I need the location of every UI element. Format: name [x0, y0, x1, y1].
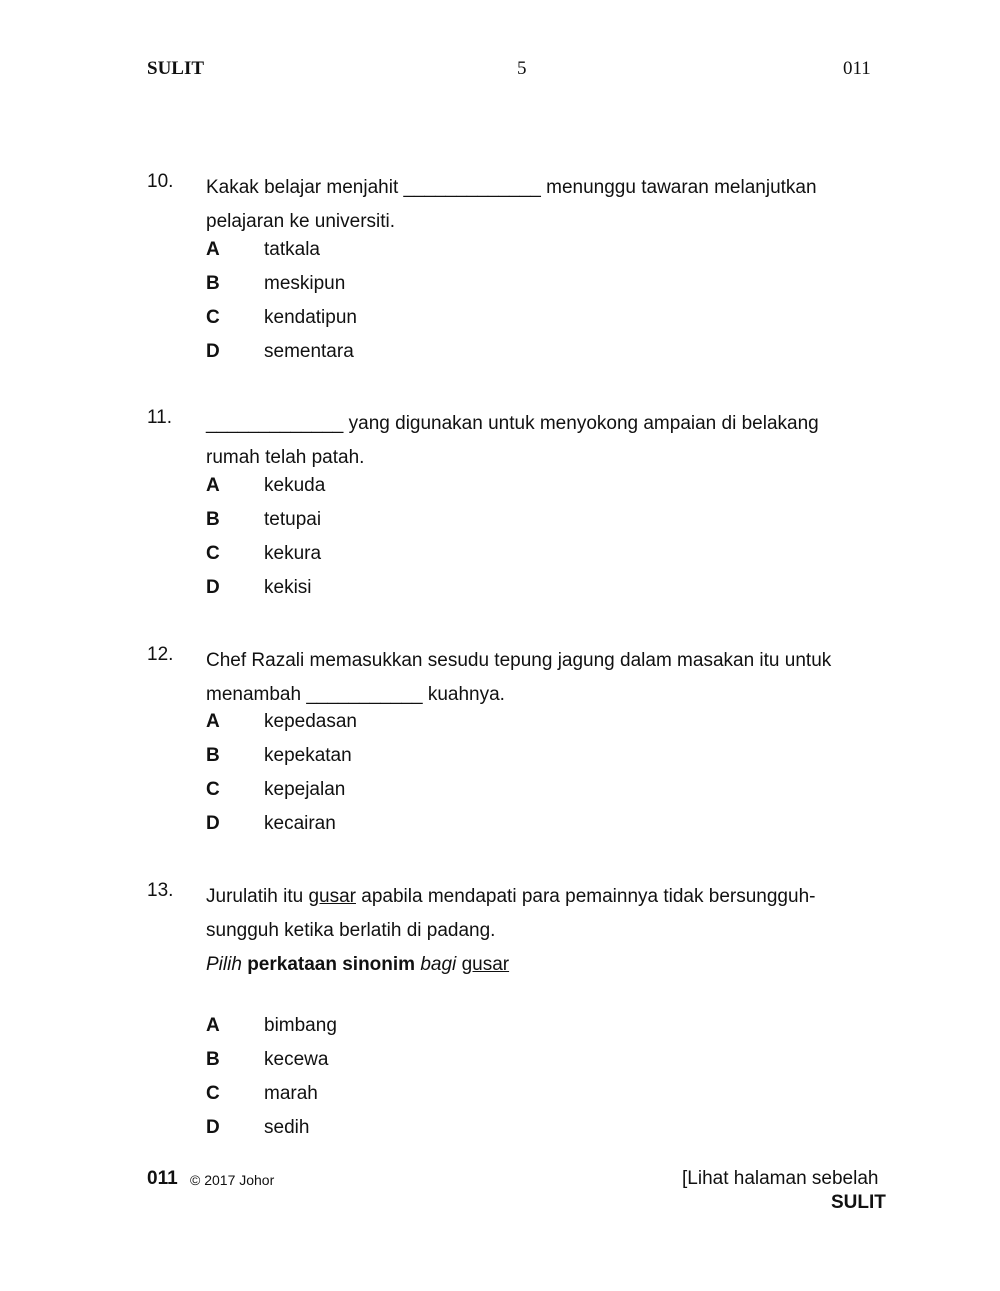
question-stem	[206, 171, 866, 239]
option-letter: C	[206, 1083, 220, 1104]
question-stem-line: _____________ yang digunakan untuk menyokong ampaian di belakang	[206, 413, 819, 434]
instruction-bold: perkataan sinonim	[247, 954, 416, 975]
option-text: bimbang	[264, 1015, 337, 1036]
option-letter: C	[206, 779, 220, 800]
option-text: kepedasan	[264, 711, 357, 732]
question-stem-line	[206, 880, 866, 914]
footer-classification: SULIT	[831, 1192, 886, 1213]
question-number: 13.	[147, 880, 174, 901]
option-letter: B	[206, 273, 220, 294]
option-b[interactable]	[0, 1049, 1000, 1083]
question-stem	[206, 880, 866, 982]
option-text: meskipun	[264, 273, 346, 294]
option-text: kendatipun	[264, 307, 357, 328]
option-text: kecairan	[264, 813, 336, 834]
option-a[interactable]	[0, 475, 1000, 509]
header-paper-code: 011	[843, 58, 871, 79]
option-text: sedih	[264, 1117, 310, 1138]
stem-text: apabila mendapati para pemainnya tidak bersungguh-	[355, 886, 816, 907]
question-stem-line: Kakak belajar menjahit _____________ menunggu tawaran melanjutkan	[206, 177, 817, 198]
option-d[interactable]	[0, 341, 1000, 375]
option-d[interactable]	[0, 1117, 1000, 1151]
option-text: kecewa	[264, 1049, 329, 1070]
page-header	[0, 58, 1000, 82]
question-number: 10.	[147, 171, 174, 192]
question-stem	[206, 407, 866, 475]
option-a[interactable]	[0, 239, 1000, 273]
option-d[interactable]	[0, 813, 1000, 847]
option-letter: D	[206, 577, 220, 598]
question-stem-line: sungguh ketika berlatih di padang.	[206, 920, 496, 941]
option-text: tetupai	[264, 509, 322, 530]
option-text: marah	[264, 1083, 318, 1104]
underlined-word: gusar	[308, 886, 356, 907]
option-c[interactable]	[0, 307, 1000, 341]
option-letter: D	[206, 813, 220, 834]
header-page-number: 5	[517, 58, 527, 79]
question-instruction	[206, 948, 866, 982]
option-text: sementara	[264, 341, 354, 362]
option-b[interactable]	[0, 509, 1000, 543]
question-stem-line: pelajaran ke universiti.	[206, 211, 396, 232]
question-stem-line: menambah ___________ kuahnya.	[206, 684, 505, 705]
option-c[interactable]	[0, 543, 1000, 577]
option-letter: B	[206, 509, 220, 530]
header-classification: SULIT	[147, 58, 205, 79]
option-a[interactable]	[0, 711, 1000, 745]
footer-paper-code: 011	[147, 1168, 178, 1189]
option-text: kekura	[264, 543, 322, 564]
footer-see-next-page: [Lihat halaman sebelah	[682, 1168, 879, 1189]
question-stem-line: rumah telah patah.	[206, 447, 365, 468]
instruction-italic: Pilih	[206, 954, 242, 975]
option-letter: B	[206, 745, 220, 766]
option-c[interactable]	[0, 1083, 1000, 1117]
question-number: 11.	[147, 407, 173, 428]
footer-copyright: © 2017 Johor	[190, 1172, 275, 1188]
option-letter: A	[206, 239, 220, 260]
option-letter: C	[206, 307, 220, 328]
option-b[interactable]	[0, 273, 1000, 307]
option-letter: D	[206, 1117, 220, 1138]
underlined-word: gusar	[461, 954, 510, 975]
stem-text: Jurulatih itu	[206, 886, 309, 907]
option-text: kekisi	[264, 577, 312, 598]
option-text: kepejalan	[264, 779, 346, 800]
option-text: kekuda	[264, 475, 326, 496]
question-number: 12.	[147, 644, 174, 665]
instruction-italic: bagi	[420, 954, 457, 975]
option-text: kepekatan	[264, 745, 352, 766]
option-d[interactable]	[0, 577, 1000, 611]
option-letter: C	[206, 543, 220, 564]
option-c[interactable]	[0, 779, 1000, 813]
option-a[interactable]	[0, 1015, 1000, 1049]
question-stem	[206, 644, 866, 712]
option-text: tatkala	[264, 239, 320, 260]
option-letter: A	[206, 1015, 220, 1036]
option-letter: A	[206, 711, 220, 732]
option-letter: D	[206, 341, 220, 362]
question-stem-line: Chef Razali memasukkan sesudu tepung jagung dalam masakan itu untuk	[206, 650, 832, 671]
option-letter: A	[206, 475, 220, 496]
option-letter: B	[206, 1049, 220, 1070]
option-b[interactable]	[0, 745, 1000, 779]
